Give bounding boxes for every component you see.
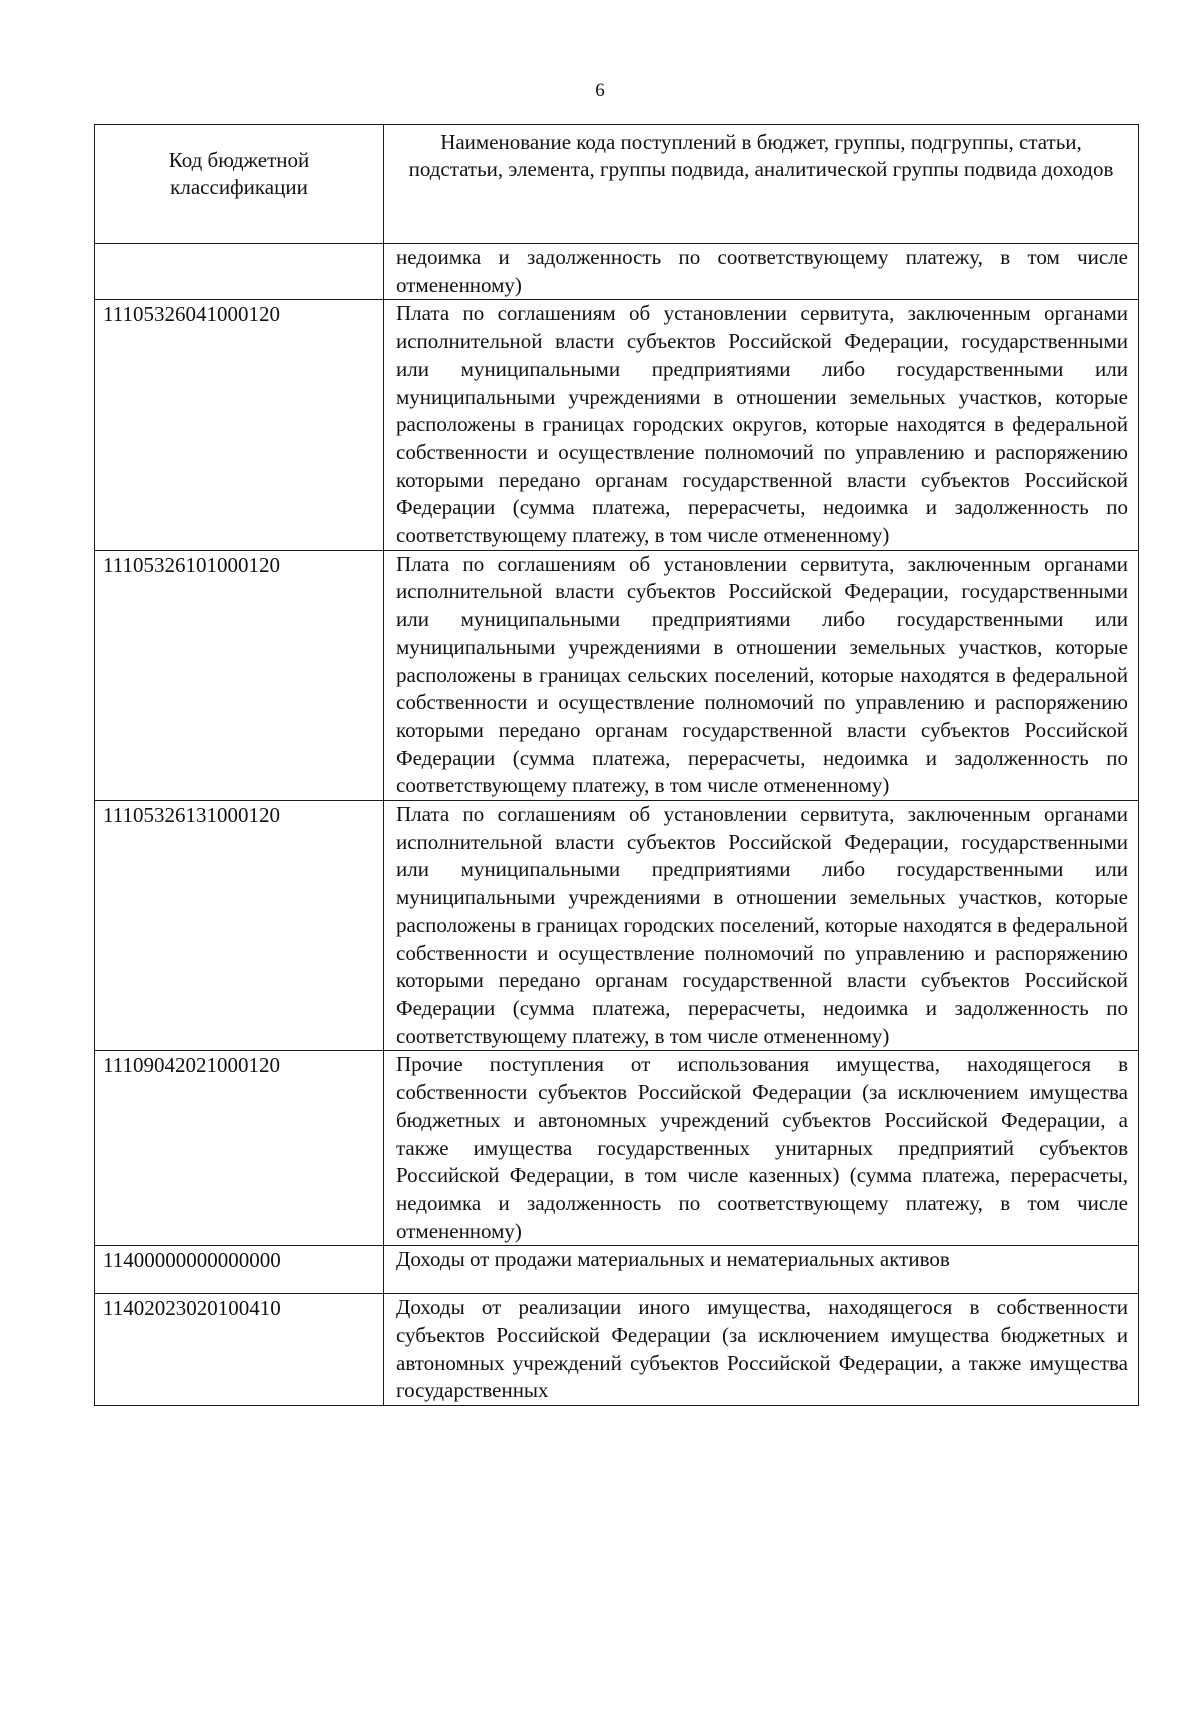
name-cell: Плата по соглашениям об установлении сервитута, заключенным органами исполнительной власти субъектов Российской Федерации, государственными или муниципальными предприятиями либо государственными или муниципальными учреждениями в отношении земельных участков, которые расположены в границах городских округов, которые находятся в федеральной собственности и осуществление полномочий по управлению и распоряжению которыми передано органам государственной власти субъектов Российской Федерации (сумма платежа, перерасчеты, недоимка и задолженность по соответствующему платежу, в том числе отмененному) <box>384 300 1139 550</box>
budget-classification-table <box>94 124 1139 1406</box>
table-row <box>95 1051 1139 1246</box>
page-number: 6 <box>595 80 605 101</box>
table-row <box>95 1246 1139 1294</box>
name-cell: Плата по соглашениям об установлении сервитута, заключенным органами исполнительной власти субъектов Российской Федерации, государственными или муниципальными предприятиями либо государственными или муниципальными учреждениями в отношении земельных участков, которые расположены в границах сельских поселений, которые находятся в федеральной собственности и осуществление полномочий по управлению и распоряжению которыми передано органам государственной власти субъектов Российской Федерации (сумма платежа, перерасчеты, недоимка и задолженность по соответствующему платежу, в том числе отмененному) <box>384 550 1139 800</box>
code-cell <box>95 244 384 300</box>
table-header-row <box>95 125 1139 244</box>
code-cell: 11105326101000120 <box>95 550 384 800</box>
table-row <box>95 801 1139 1051</box>
name-cell: Доходы от продажи материальных и нематериальных активов <box>384 1246 1139 1294</box>
name-cell: Доходы от реализации иного имущества, находящегося в собственности субъектов Российской Федерации (за исключением имущества бюджетных и автономных учреждений субъектов Российской Федерации, а также имущества государственных <box>384 1294 1139 1406</box>
code-cell: 11402023020100410 <box>95 1294 384 1406</box>
table-row <box>95 300 1139 550</box>
header-name: Наименование кода поступлений в бюджет, группы, подгруппы, статьи, подстатьи, элемента, группы подвида, аналитической группы подвида доходов <box>384 125 1139 244</box>
name-cell: недоимка и задолженность по соответствующему платежу, в том числе отмененному) <box>384 244 1139 300</box>
code-cell: 11400000000000000 <box>95 1246 384 1294</box>
table-row <box>95 550 1139 800</box>
name-cell: Плата по соглашениям об установлении сервитута, заключенным органами исполнительной власти субъектов Российской Федерации, государственными или муниципальными предприятиями либо государственными или муниципальными учреждениями в отношении земельных участков, которые расположены в границах городских поселений, которые находятся в федеральной собственности и осуществление полномочий по управлению и распоряжению которыми передано органам государственной власти субъектов Российской Федерации (сумма платежа, перерасчеты, недоимка и задолженность по соответствующему платежу, в том числе отмененному) <box>384 801 1139 1051</box>
table-row <box>95 1294 1139 1406</box>
name-cell: Прочие поступления от использования имущества, находящегося в собственности субъектов Российской Федерации (за исключением имущества бюджетных и автономных учреждений субъектов Российской Федерации, а также имущества государственных унитарных предприятий субъектов Российской Федерации, в том числе казенных) (сумма платежа, перерасчеты, недоимка и задолженность по соответствующему платежу, в том числе отмененному) <box>384 1051 1139 1246</box>
code-cell: 11109042021000120 <box>95 1051 384 1246</box>
code-cell: 11105326041000120 <box>95 300 384 550</box>
table-row <box>95 244 1139 300</box>
code-cell: 11105326131000120 <box>95 801 384 1051</box>
header-code: Код бюджетной классификации <box>95 125 384 244</box>
